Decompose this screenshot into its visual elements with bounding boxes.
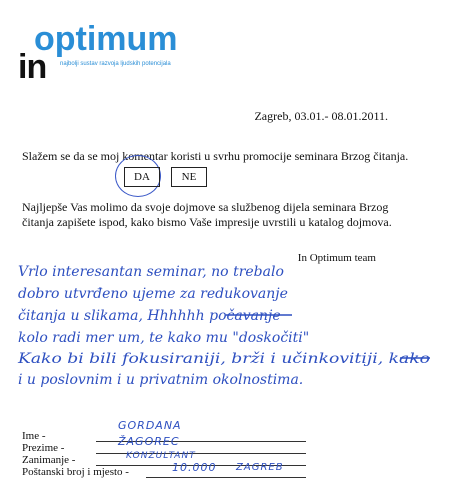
option-no-box[interactable]: NE [171,167,207,187]
consent-statement: Slažem se da se moj komentar koristi u svrhu promocije seminara Brzog čitanja. [22,149,409,163]
logo-in-text: in [18,48,47,86]
comment-line-3: čitanja u slikama, Hhhhhh počavanje [18,308,281,324]
occupation-row [22,451,196,466]
occupation-value[interactable]: KONZULTANT [126,451,196,461]
postal-row [22,461,284,478]
team-signature: In Optimum team [297,252,376,264]
name-value[interactable]: GORDANA [118,419,182,432]
contact-form [22,419,284,478]
postal-underline [146,477,306,478]
occupation-label: Zanimanje - [22,454,76,466]
postal-value[interactable]: 10.000 [172,461,217,474]
comment-line-1: Vrlo interesantan seminar, no trebalo [18,264,284,280]
request-paragraph: Najljepše Vas molimo da svoje dojmove sa službenog dijela seminara Brzog čitanja zapišete ispod, kako bismo Vaše impresije uvrstili u katalog dojmova. [22,200,392,229]
logo-brand-text: optimum [34,20,178,58]
logo-tagline: najbolji sustav razvoja ljudskih potencijala [60,61,171,67]
surname-value[interactable]: ŽAGOREC [118,435,180,448]
handwritten-comment-drawing [14,262,434,392]
comment-line-6: i u poslovnim i u privatnim okolnostima. [18,372,304,388]
name-label: Ime - [22,430,46,442]
comment-line-2: dobro utvrđeno ujeme za redukovanje [18,286,288,302]
document-date: Zagreb, 03.01.- 08.01.2011. [254,109,388,123]
handwritten-comment [14,262,434,392]
comment-line-4: kolo radi mer um, te kako mu "doskočiti" [18,330,310,346]
surname-label: Prezime - [22,442,65,454]
option-yes-box[interactable]: DA [124,167,160,187]
brand-logo [18,20,218,86]
postal-label: Poštanski broj i mjesto - [22,466,129,478]
city-value[interactable]: ZAGREB [236,462,284,473]
comment-line-5: Kako bi bili fokusiraniji, brži i učinkovitiji, kako [18,351,355,367]
